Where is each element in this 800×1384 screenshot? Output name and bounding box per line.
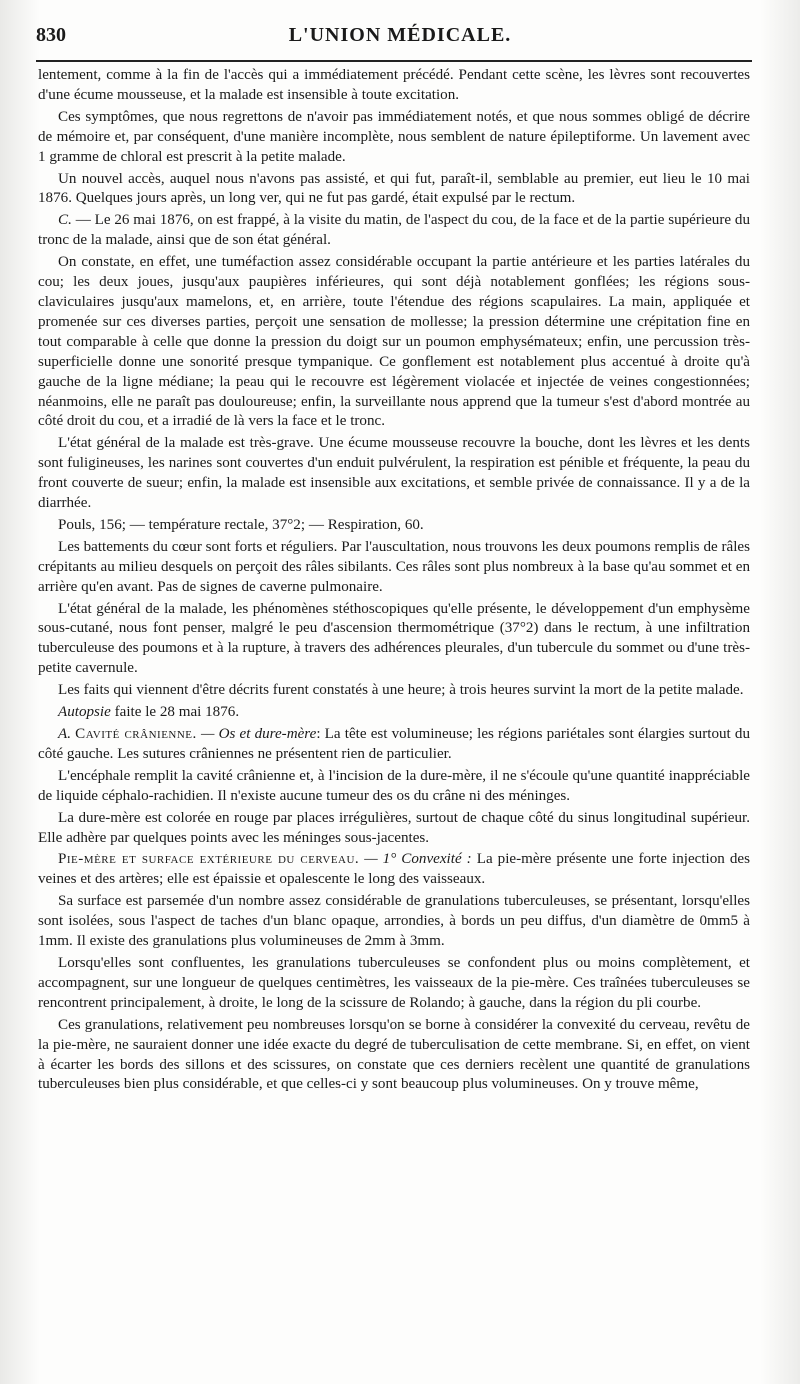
section-label-c: C. — [58, 212, 72, 229]
paragraph: Un nouvel accès, auquel nous n'avons pas assisté, et qui fut, paraît-il, semblable au premier, eut lieu le 10 mai 1876. Quelques jours après, un long ver, qui ne fut pas gardé, était expulsé par le rectum. — [38, 170, 750, 207]
paragraph-autopsie — [38, 703, 750, 723]
paragraph: L'encéphale remplit la cavité crânienne et, à l'incision de la dure-mère, il ne s'écoule qu'une quantité inappréciable de liquide céphalo-rachidien. Il n'existe aucune tumeur des os du crâne ni des méninges. — [38, 767, 750, 804]
paragraph: Ces symptômes, que nous regrettons de n'avoir pas immédiatement notés, et que nous sommes obligé de décrire de mémoire et, par conséquent, d'une manière incomplète, nous semblent de nature épileptiforme. Un lavement avec 1 gramme de chloral est prescrit à la petite malade. — [38, 108, 750, 165]
article-body — [38, 66, 750, 1097]
paragraph: L'état général de la malade, les phénomènes stéthoscopiques qu'elle présente, le développement d'un emphysème sous-cutané, nous font penser, malgré le peu d'ascension thermométrique (37°2) dans le rectum, à une infiltration tuberculeuse des poumons et à la rupture, à travers des adhérences pleurales, d'un tubercule du sommet ou d'une très-petite cavernule. — [38, 600, 750, 677]
autopsie-label: Autopsie — [58, 704, 111, 721]
paragraph: La dure-mère est colorée en rouge par places irrégulières, surtout de chaque côté du sinus longitudinal supérieur. Elle adhère par quelques points avec les méninges sous-jacentes. — [38, 809, 750, 846]
section-label-a: A. — [58, 726, 71, 742]
header-rule — [36, 60, 752, 62]
journal-title: L'UNION MÉDICALE. — [288, 24, 512, 46]
paragraph-pie-mere — [38, 850, 750, 890]
pie-mere-heading: Pie-mère et surface extérieure du cerveau. — [58, 851, 360, 868]
paragraph-text: faite le 28 mai 1876. — [114, 704, 240, 721]
paragraph: Sa surface est parsemée d'un nombre assez considérable de granulations tuberculeuses, se présentant, lorsqu'elles sont isolées, sous l'aspect de taches d'un blanc opaque, arrondies, à bords un peu diffus, d'un diamètre de 0mm5 à 1mm. Il existe des granulations plus volumineuses de 2mm à 3mm. — [38, 893, 750, 950]
page-header — [36, 24, 764, 54]
paragraph-text: La pie-mère présente une forte injection des veines et des artères; elle est épaissie et opalescente le long des vaisseaux. — [38, 851, 750, 888]
paragraph: Les battements du cœur sont forts et réguliers. Par l'auscultation, nous trouvons les deux poumons remplis de râles crépitants au milieu desquels on perçoit des râles sibilants. Ces râles sont plus nombreux à la base qu'au sommet et en arrière qu'en avant. Pas de signes de caverne pulmonaire. — [38, 538, 750, 595]
page-number: 830 — [36, 24, 66, 46]
paragraph-vitals: Pouls, 156; — température rectale, 37°2; — Respiration, 60. — [58, 516, 424, 533]
paragraph-text: : La tête est volumineuse; les régions pariétales sont élargies surtout du côté gauche. Les sutures crâniennes ne présentent rien de particulier. — [38, 726, 750, 762]
paragraph: L'état général de la malade est très-grave. Une écume mousseuse recouvre la bouche, dont les lèvres et les dents sont fuligineuses, les narines sont couvertes d'un enduit pulvérulent, la respiration est pénible et fréquente, la peau du front couverte de sueur; enfin, la malade est insensible aux excitations, et semble privée de connaissance. Il y a de la diarrhée. — [38, 435, 750, 512]
paragraph: Les faits qui viennent d'être décrits furent constatés à une heure; à trois heures survint la mort de la petite malade. — [58, 682, 744, 699]
paragraph: Lorsqu'elles sont confluentes, les granulations tuberculeuses se confondent plus ou moins complètement, et accompagnent, sur une longueur de quelques centimètres, les vaisseaux de la pie-mère. Ces traînées tuberculeuses se rencontrent principalement, à droite, le long de la scissure de Rolando; à gauche, dans la région du pli courbe. — [38, 954, 750, 1011]
paragraph-section-c — [38, 211, 750, 251]
paragraph-section-a — [38, 725, 750, 765]
paragraph: Ces granulations, relativement peu nombreuses lorsqu'on se borne à considérer la convexité du cerveau, revêtu de la pie-mère, ne sauraient donner une idée exacte du degré de tuberculisation de cette membrane. Si, en effet, on vient à écarter les bords des sillons et des scissures, on constate que ces derniers recèlent une quantité de granulations tuberculeuses bien plus considérable, et que celles-ci y sont beaucoup plus volumineuses. On y trouve même, — [38, 1016, 750, 1093]
paragraph: lentement, comme à la fin de l'accès qui a immédiatement précédé. Pendant cette scène, les lèvres sont recouvertes d'une écume mousseuse, et la malade est insensible à toute excitation. — [38, 67, 750, 103]
paragraph-text: — Le 26 mai 1876, on est frappé, à la visite du matin, de l'aspect du cou, de la face et de la partie supérieure du tronc de la malade, ainsi que de son état général. — [38, 212, 751, 249]
paragraph: On constate, en effet, une tuméfaction assez considérable occupant la partie antérieure et les parties latérales du cou; les deux joues, jusqu'aux paupières inférieures, qui sont déjà notablement gonflées; les régions sous-claviculaires jusqu'aux mamelons, et, en arrière, toute l'étendue des régions scapulaires. La main, appliquée et promenée sur ces diverses parties, perçoit une sensation de mollesse; la pression détermine une crépitation fine en tout comparable à celle que donne la pression du doigt sur un poumon emphysémateux; enfin, une percussion très-superficielle donne une sonorité presque tympanique. Ce gonflement est notablement plus accentué à droite qu'à gauche de la ligne médiane; la peau qui le recouvre est légèrement violacée et injectée de veines congestionnées; néanmoins, elle ne paraît pas douloureuse; enfin, la surveillante nous apprend que la tumeur s'est d'abord montrée au côté droit du cou, et a irradié de là vers la face et le tronc. — [38, 254, 750, 430]
cavite-heading: Cavité crânienne. — [75, 726, 197, 742]
convexite-label: — 1° Convexité : — [364, 851, 472, 868]
os-dure-mere-label: — Os et dure-mère — [200, 726, 317, 742]
